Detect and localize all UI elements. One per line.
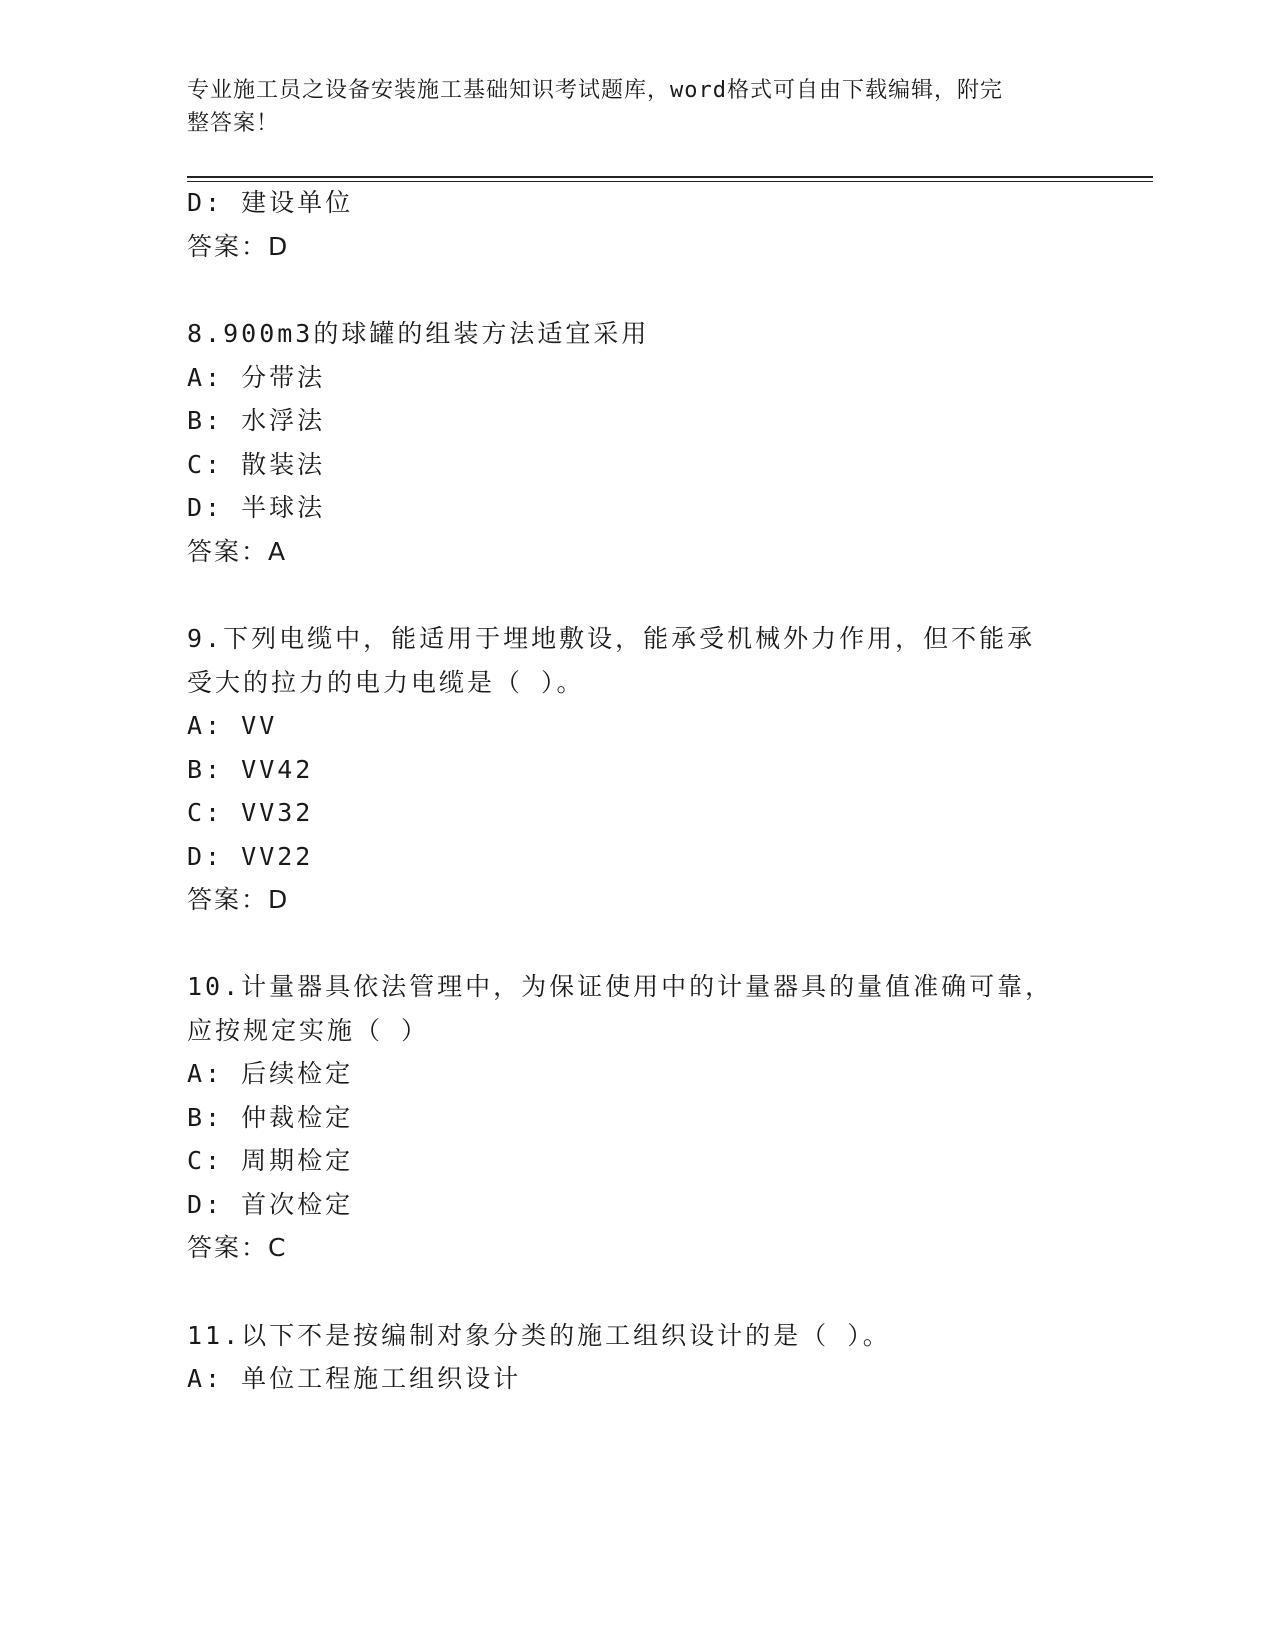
- q9-answer: 答案：D: [187, 885, 290, 914]
- q10-option-c: C: 周期检定: [187, 1146, 354, 1175]
- header-line-2: 整答案！: [187, 111, 280, 136]
- q10-answer: 答案：C: [187, 1233, 288, 1262]
- q10-option-d: D: 首次检定: [187, 1190, 354, 1219]
- q9-option-a: A: VV: [187, 711, 278, 740]
- q9-stem-line-2: 受大的拉力的电力电缆是（ ）。: [187, 668, 585, 697]
- q9-stem-line-1: 9.下列电缆中，能适用于埋地敷设，能承受机械外力作用，但不能承: [187, 624, 1036, 653]
- q8-option-d: D: 半球法: [187, 493, 326, 522]
- prev-option-d: D: 建设单位: [187, 188, 354, 217]
- q10-option-b: B: 仲裁检定: [187, 1103, 354, 1132]
- q10-stem-line-2: 应按规定实施（ ）: [187, 1016, 430, 1045]
- q9-option-b: B: VV42: [187, 755, 314, 784]
- q10-stem-line-1: 10.计量器具依法管理中，为保证使用中的计量器具的量值准确可靠，: [187, 972, 1054, 1001]
- q8-answer: 答案：A: [187, 537, 288, 566]
- q8-option-c: C: 散装法: [187, 450, 326, 479]
- prev-answer: 答案：D: [187, 232, 290, 261]
- q8-option-b: B: 水浮法: [187, 406, 326, 435]
- q11-option-a: A: 单位工程施工组织设计: [187, 1364, 522, 1393]
- header-divider-thin: [187, 181, 1153, 182]
- q9-option-d: D: VV22: [187, 842, 314, 871]
- q11-stem: 11.以下不是按编制对象分类的施工组织设计的是（ ）。: [187, 1321, 891, 1350]
- header-divider-thick: [187, 176, 1153, 178]
- header-line-1: 专业施工员之设备安装施工基础知识考试题库，word格式可自由下载编辑，附完: [187, 78, 1003, 103]
- document-header: [187, 74, 1067, 140]
- q9-option-c: C: VV32: [187, 798, 314, 827]
- q10-option-a: A: 后续检定: [187, 1059, 354, 1088]
- q8-option-a: A: 分带法: [187, 363, 326, 392]
- q8-stem: 8.900m3的球罐的组装方法适宜采用: [187, 319, 650, 348]
